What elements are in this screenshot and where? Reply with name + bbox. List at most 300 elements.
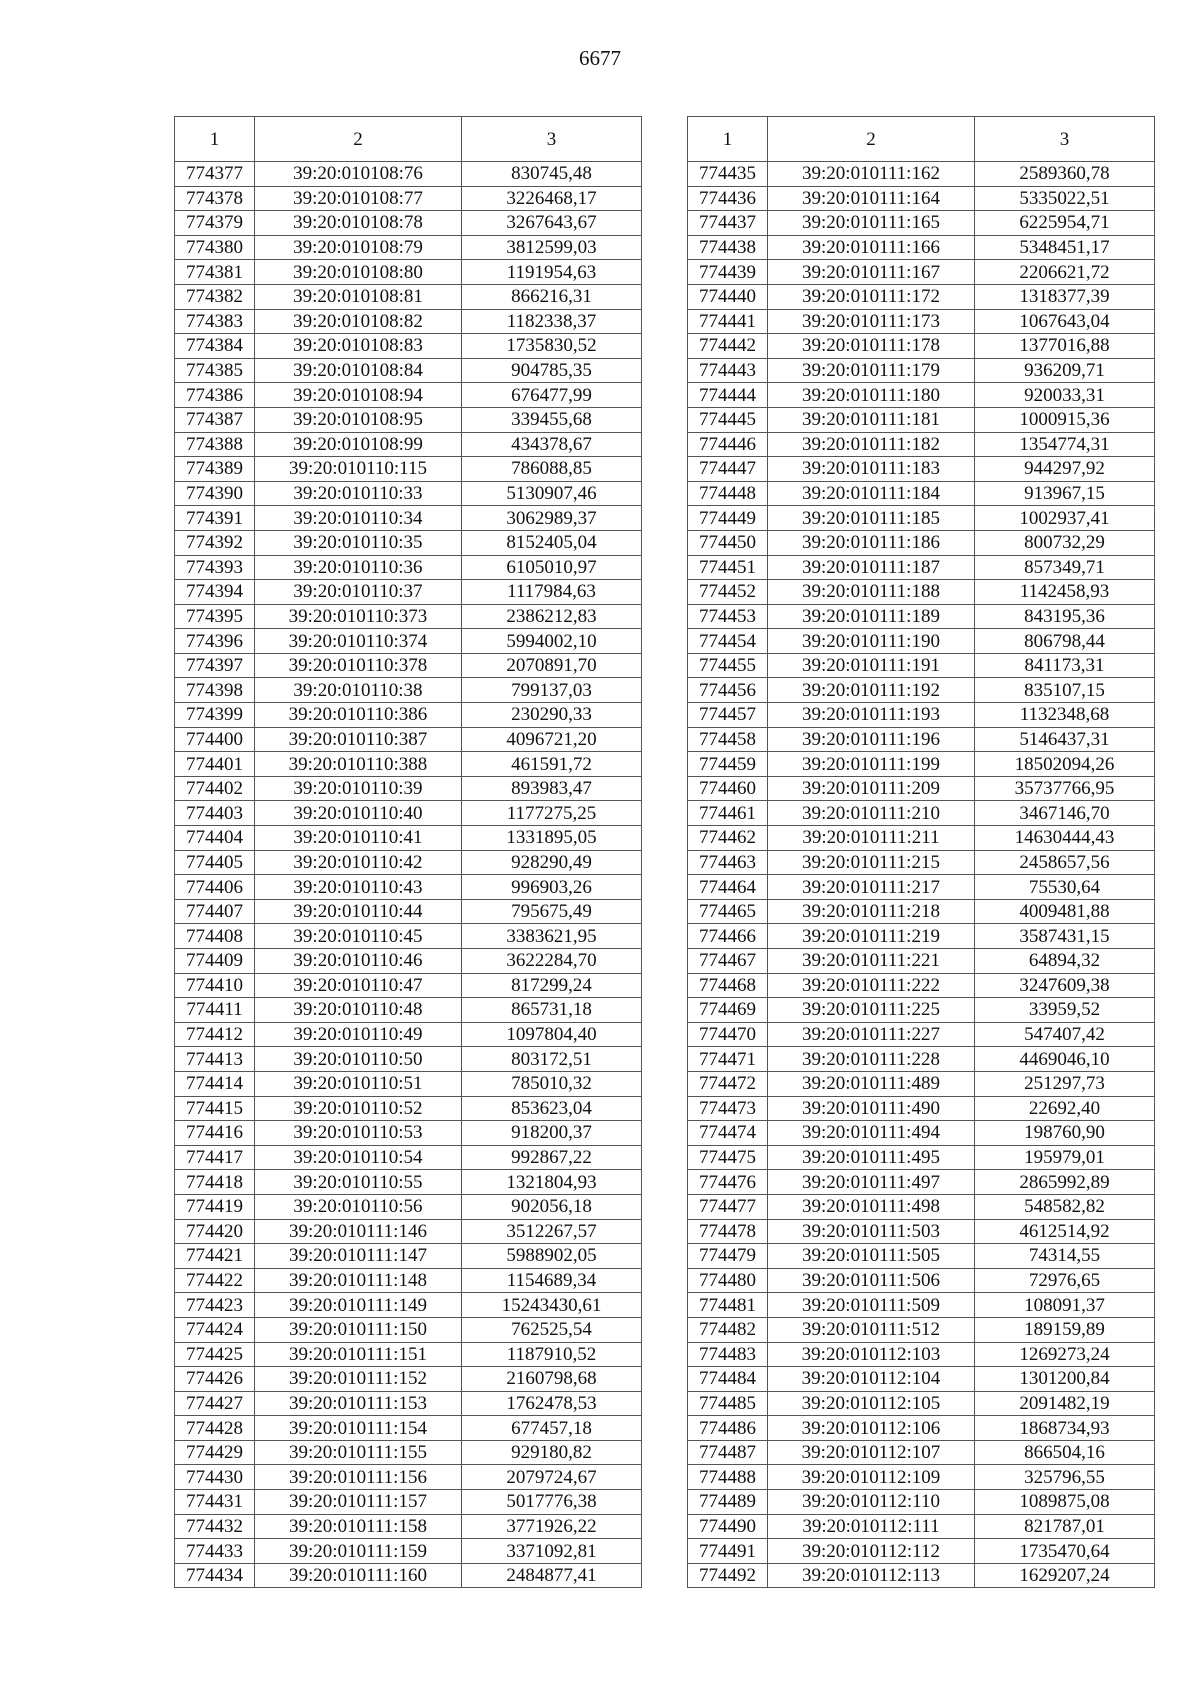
cadastral-number-cell: 39:20:010111:228 (768, 1047, 975, 1072)
row-number-cell: 774480 (688, 1268, 768, 1293)
table-row (175, 1244, 642, 1269)
cadastral-number-cell: 39:20:010111:179 (768, 358, 975, 383)
value-cell: 830745,48 (462, 162, 642, 187)
table-row (175, 334, 642, 359)
row-number-cell: 774485 (688, 1391, 768, 1416)
table-row (688, 875, 1155, 900)
row-number-cell: 774414 (175, 1071, 255, 1096)
value-cell: 3622284,70 (462, 949, 642, 974)
value-cell: 1629207,24 (975, 1563, 1155, 1588)
cadastral-number-cell: 39:20:010111:497 (768, 1170, 975, 1195)
cadastral-number-cell: 39:20:010110:373 (255, 604, 462, 629)
value-cell: 904785,35 (462, 358, 642, 383)
table-row (688, 1194, 1155, 1219)
value-cell: 6225954,71 (975, 211, 1155, 236)
row-number-cell: 774447 (688, 457, 768, 482)
register-table-right (687, 116, 1155, 1588)
table-header-row (175, 117, 642, 162)
value-cell: 803172,51 (462, 1047, 642, 1072)
row-number-cell: 774410 (175, 973, 255, 998)
table-row (688, 555, 1155, 580)
value-cell: 325796,55 (975, 1465, 1155, 1490)
column-header-3: 3 (975, 117, 1155, 162)
value-cell: 1154689,34 (462, 1268, 642, 1293)
cadastral-number-cell: 39:20:010111:209 (768, 776, 975, 801)
cadastral-number-cell: 39:20:010110:41 (255, 826, 462, 851)
cadastral-number-cell: 39:20:010111:192 (768, 678, 975, 703)
value-cell: 2484877,41 (462, 1563, 642, 1588)
cadastral-number-cell: 39:20:010108:84 (255, 358, 462, 383)
table-row (688, 1490, 1155, 1515)
table-row (688, 1096, 1155, 1121)
column-header-2: 2 (255, 117, 462, 162)
row-number-cell: 774390 (175, 481, 255, 506)
table-row (175, 1317, 642, 1342)
row-number-cell: 774454 (688, 629, 768, 654)
cadastral-number-cell: 39:20:010111:156 (255, 1465, 462, 1490)
table-row (688, 727, 1155, 752)
row-number-cell: 774488 (688, 1465, 768, 1490)
row-number-cell: 774394 (175, 580, 255, 605)
cadastral-number-cell: 39:20:010111:181 (768, 407, 975, 432)
value-cell: 4009481,88 (975, 899, 1155, 924)
table-row (175, 949, 642, 974)
cadastral-number-cell: 39:20:010111:159 (255, 1539, 462, 1564)
row-number-cell: 774420 (175, 1219, 255, 1244)
value-cell: 857349,71 (975, 555, 1155, 580)
value-cell: 2160798,68 (462, 1367, 642, 1392)
row-number-cell: 774401 (175, 752, 255, 777)
row-number-cell: 774392 (175, 530, 255, 555)
table-row (175, 1219, 642, 1244)
cadastral-number-cell: 39:20:010110:51 (255, 1071, 462, 1096)
row-number-cell: 774398 (175, 678, 255, 703)
table-row (688, 1367, 1155, 1392)
cadastral-number-cell: 39:20:010111:154 (255, 1416, 462, 1441)
value-cell: 1191954,63 (462, 260, 642, 285)
row-number-cell: 774448 (688, 481, 768, 506)
table-row (175, 1563, 642, 1588)
value-cell: 2865992,89 (975, 1170, 1155, 1195)
cadastral-number-cell: 39:20:010111:151 (255, 1342, 462, 1367)
cadastral-number-cell: 39:20:010111:147 (255, 1244, 462, 1269)
row-number-cell: 774439 (688, 260, 768, 285)
cadastral-number-cell: 39:20:010111:150 (255, 1317, 462, 1342)
row-number-cell: 774431 (175, 1490, 255, 1515)
value-cell: 785010,32 (462, 1071, 642, 1096)
table-row (688, 1145, 1155, 1170)
table-row (175, 1145, 642, 1170)
row-number-cell: 774419 (175, 1194, 255, 1219)
table-row (175, 555, 642, 580)
table-row (175, 678, 642, 703)
value-cell: 3467146,70 (975, 801, 1155, 826)
row-number-cell: 774492 (688, 1563, 768, 1588)
value-cell: 18502094,26 (975, 752, 1155, 777)
cadastral-number-cell: 39:20:010112:104 (768, 1367, 975, 1392)
table-row (175, 432, 642, 457)
row-number-cell: 774408 (175, 924, 255, 949)
value-cell: 3771926,22 (462, 1514, 642, 1539)
table-row (688, 1317, 1155, 1342)
table-row (688, 1465, 1155, 1490)
table-row (688, 1293, 1155, 1318)
table-row (688, 1244, 1155, 1269)
table-row (688, 924, 1155, 949)
table-row (688, 432, 1155, 457)
value-cell: 1377016,88 (975, 334, 1155, 359)
cadastral-number-cell: 39:20:010111:210 (768, 801, 975, 826)
cadastral-number-cell: 39:20:010110:54 (255, 1145, 462, 1170)
cadastral-number-cell: 39:20:010111:153 (255, 1391, 462, 1416)
value-cell: 1321804,93 (462, 1170, 642, 1195)
table-row (688, 284, 1155, 309)
table-row (175, 850, 642, 875)
value-cell: 1097804,40 (462, 1022, 642, 1047)
row-number-cell: 774389 (175, 457, 255, 482)
value-cell: 800732,29 (975, 530, 1155, 555)
value-cell: 1762478,53 (462, 1391, 642, 1416)
cadastral-number-cell: 39:20:010110:52 (255, 1096, 462, 1121)
row-number-cell: 774413 (175, 1047, 255, 1072)
row-number-cell: 774459 (688, 752, 768, 777)
cadastral-number-cell: 39:20:010111:162 (768, 162, 975, 187)
cadastral-number-cell: 39:20:010110:35 (255, 530, 462, 555)
row-number-cell: 774386 (175, 383, 255, 408)
cadastral-number-cell: 39:20:010110:42 (255, 850, 462, 875)
table-row (688, 801, 1155, 826)
cadastral-number-cell: 39:20:010108:94 (255, 383, 462, 408)
cadastral-number-cell: 39:20:010110:44 (255, 899, 462, 924)
table-row (688, 1391, 1155, 1416)
cadastral-number-cell: 39:20:010108:95 (255, 407, 462, 432)
row-number-cell: 774385 (175, 358, 255, 383)
cadastral-number-cell: 39:20:010111:158 (255, 1514, 462, 1539)
table-row (175, 260, 642, 285)
value-cell: 2079724,67 (462, 1465, 642, 1490)
table-row (688, 162, 1155, 187)
table-row (175, 1268, 642, 1293)
cadastral-number-cell: 39:20:010112:103 (768, 1342, 975, 1367)
row-number-cell: 774442 (688, 334, 768, 359)
value-cell: 22692,40 (975, 1096, 1155, 1121)
value-cell: 1735470,64 (975, 1539, 1155, 1564)
row-number-cell: 774415 (175, 1096, 255, 1121)
row-number-cell: 774457 (688, 703, 768, 728)
value-cell: 14630444,43 (975, 826, 1155, 851)
row-number-cell: 774443 (688, 358, 768, 383)
cadastral-number-cell: 39:20:010108:83 (255, 334, 462, 359)
row-number-cell: 774416 (175, 1121, 255, 1146)
table-row (175, 358, 642, 383)
table-row (688, 1416, 1155, 1441)
table-row (688, 334, 1155, 359)
value-cell: 799137,03 (462, 678, 642, 703)
table-row (175, 1514, 642, 1539)
value-cell: 1182338,37 (462, 309, 642, 334)
register-table-left (174, 116, 642, 1588)
row-number-cell: 774433 (175, 1539, 255, 1564)
table-row (688, 309, 1155, 334)
table-row (175, 1367, 642, 1392)
cadastral-number-cell: 39:20:010111:494 (768, 1121, 975, 1146)
row-number-cell: 774438 (688, 235, 768, 260)
table-row (175, 1293, 642, 1318)
value-cell: 786088,85 (462, 457, 642, 482)
cadastral-number-cell: 39:20:010111:505 (768, 1244, 975, 1269)
cadastral-number-cell: 39:20:010112:111 (768, 1514, 975, 1539)
value-cell: 913967,15 (975, 481, 1155, 506)
row-number-cell: 774451 (688, 555, 768, 580)
row-number-cell: 774449 (688, 506, 768, 531)
table-row (175, 1440, 642, 1465)
row-number-cell: 774380 (175, 235, 255, 260)
table-row (175, 924, 642, 949)
value-cell: 902056,18 (462, 1194, 642, 1219)
value-cell: 795675,49 (462, 899, 642, 924)
table-row (688, 1563, 1155, 1588)
table-row (175, 1416, 642, 1441)
cadastral-number-cell: 39:20:010111:221 (768, 949, 975, 974)
table-row (175, 186, 642, 211)
cadastral-number-cell: 39:20:010111:512 (768, 1317, 975, 1342)
row-number-cell: 774423 (175, 1293, 255, 1318)
row-number-cell: 774484 (688, 1367, 768, 1392)
value-cell: 677457,18 (462, 1416, 642, 1441)
value-cell: 5146437,31 (975, 727, 1155, 752)
table-row (175, 1071, 642, 1096)
value-cell: 5017776,38 (462, 1490, 642, 1515)
row-number-cell: 774421 (175, 1244, 255, 1269)
value-cell: 8152405,04 (462, 530, 642, 555)
value-cell: 1354774,31 (975, 432, 1155, 457)
cadastral-number-cell: 39:20:010111:157 (255, 1490, 462, 1515)
value-cell: 4096721,20 (462, 727, 642, 752)
cadastral-number-cell: 39:20:010111:191 (768, 653, 975, 678)
table-row (175, 973, 642, 998)
table-row (688, 678, 1155, 703)
row-number-cell: 774393 (175, 555, 255, 580)
table-row (175, 727, 642, 752)
cadastral-number-cell: 39:20:010110:115 (255, 457, 462, 482)
table-row (688, 383, 1155, 408)
row-number-cell: 774482 (688, 1317, 768, 1342)
cadastral-number-cell: 39:20:010110:43 (255, 875, 462, 900)
row-number-cell: 774377 (175, 162, 255, 187)
row-number-cell: 774427 (175, 1391, 255, 1416)
row-number-cell: 774428 (175, 1416, 255, 1441)
row-number-cell: 774435 (688, 162, 768, 187)
cadastral-number-cell: 39:20:010108:82 (255, 309, 462, 334)
value-cell: 5348451,17 (975, 235, 1155, 260)
page-number: 6677 (579, 46, 621, 70)
row-number-cell: 774400 (175, 727, 255, 752)
row-number-cell: 774384 (175, 334, 255, 359)
value-cell: 251297,73 (975, 1071, 1155, 1096)
table-row (688, 1342, 1155, 1367)
row-number-cell: 774429 (175, 1440, 255, 1465)
row-number-cell: 774483 (688, 1342, 768, 1367)
cadastral-number-cell: 39:20:010108:81 (255, 284, 462, 309)
cadastral-number-cell: 39:20:010111:503 (768, 1219, 975, 1244)
cadastral-number-cell: 39:20:010111:185 (768, 506, 975, 531)
table-row (688, 629, 1155, 654)
cadastral-number-cell: 39:20:010112:109 (768, 1465, 975, 1490)
value-cell: 1868734,93 (975, 1416, 1155, 1441)
value-cell: 929180,82 (462, 1440, 642, 1465)
cadastral-number-cell: 39:20:010111:172 (768, 284, 975, 309)
table-row (688, 407, 1155, 432)
column-header-2: 2 (768, 117, 975, 162)
table-row (175, 1047, 642, 1072)
table-row (688, 826, 1155, 851)
cadastral-number-cell: 39:20:010108:78 (255, 211, 462, 236)
cadastral-number-cell: 39:20:010110:40 (255, 801, 462, 826)
value-cell: 5994002,10 (462, 629, 642, 654)
table-row (688, 235, 1155, 260)
row-number-cell: 774489 (688, 1490, 768, 1515)
cadastral-number-cell: 39:20:010111:160 (255, 1563, 462, 1588)
value-cell: 1142458,93 (975, 580, 1155, 605)
row-number-cell: 774399 (175, 703, 255, 728)
value-cell: 1735830,52 (462, 334, 642, 359)
cadastral-number-cell: 39:20:010110:386 (255, 703, 462, 728)
table-row (175, 211, 642, 236)
table-row (688, 186, 1155, 211)
value-cell: 865731,18 (462, 998, 642, 1023)
value-cell: 4469046,10 (975, 1047, 1155, 1072)
table-row (688, 1022, 1155, 1047)
table-row (175, 1490, 642, 1515)
cadastral-number-cell: 39:20:010111:187 (768, 555, 975, 580)
value-cell: 1331895,05 (462, 826, 642, 851)
value-cell: 2589360,78 (975, 162, 1155, 187)
table-row (688, 653, 1155, 678)
row-number-cell: 774467 (688, 949, 768, 974)
cadastral-number-cell: 39:20:010111:217 (768, 875, 975, 900)
row-number-cell: 774463 (688, 850, 768, 875)
cadastral-number-cell: 39:20:010111:498 (768, 1194, 975, 1219)
table-row (688, 1047, 1155, 1072)
table-row (175, 530, 642, 555)
value-cell: 198760,90 (975, 1121, 1155, 1146)
value-cell: 1089875,08 (975, 1490, 1155, 1515)
value-cell: 3812599,03 (462, 235, 642, 260)
row-number-cell: 774470 (688, 1022, 768, 1047)
cadastral-number-cell: 39:20:010108:80 (255, 260, 462, 285)
row-number-cell: 774425 (175, 1342, 255, 1367)
cadastral-number-cell: 39:20:010112:113 (768, 1563, 975, 1588)
cadastral-number-cell: 39:20:010110:53 (255, 1121, 462, 1146)
table-row (175, 1022, 642, 1047)
row-number-cell: 774453 (688, 604, 768, 629)
value-cell: 843195,36 (975, 604, 1155, 629)
table-row (688, 506, 1155, 531)
table-row (688, 998, 1155, 1023)
cadastral-number-cell: 39:20:010110:39 (255, 776, 462, 801)
value-cell: 1002937,41 (975, 506, 1155, 531)
value-cell: 4612514,92 (975, 1219, 1155, 1244)
cadastral-number-cell: 39:20:010111:167 (768, 260, 975, 285)
table-row (688, 1170, 1155, 1195)
row-number-cell: 774478 (688, 1219, 768, 1244)
row-number-cell: 774382 (175, 284, 255, 309)
cadastral-number-cell: 39:20:010110:56 (255, 1194, 462, 1219)
value-cell: 434378,67 (462, 432, 642, 457)
cadastral-number-cell: 39:20:010111:215 (768, 850, 975, 875)
row-number-cell: 774486 (688, 1416, 768, 1441)
column-header-3: 3 (462, 117, 642, 162)
value-cell: 821787,01 (975, 1514, 1155, 1539)
cadastral-number-cell: 39:20:010111:489 (768, 1071, 975, 1096)
value-cell: 74314,55 (975, 1244, 1155, 1269)
cadastral-number-cell: 39:20:010112:106 (768, 1416, 975, 1441)
row-number-cell: 774405 (175, 850, 255, 875)
row-number-cell: 774406 (175, 875, 255, 900)
value-cell: 3267643,67 (462, 211, 642, 236)
table-row (175, 875, 642, 900)
table-row (688, 358, 1155, 383)
value-cell: 1000915,36 (975, 407, 1155, 432)
row-number-cell: 774396 (175, 629, 255, 654)
row-number-cell: 774379 (175, 211, 255, 236)
row-number-cell: 774391 (175, 506, 255, 531)
row-number-cell: 774491 (688, 1539, 768, 1564)
table-row (688, 580, 1155, 605)
cadastral-number-cell: 39:20:010111:225 (768, 998, 975, 1023)
table-row (175, 801, 642, 826)
cadastral-number-cell: 39:20:010111:211 (768, 826, 975, 851)
value-cell: 75530,64 (975, 875, 1155, 900)
table-row (688, 949, 1155, 974)
cadastral-number-cell: 39:20:010110:374 (255, 629, 462, 654)
value-cell: 1187910,52 (462, 1342, 642, 1367)
row-number-cell: 774468 (688, 973, 768, 998)
table-row (688, 1268, 1155, 1293)
row-number-cell: 774407 (175, 899, 255, 924)
table-row (175, 1342, 642, 1367)
row-number-cell: 774422 (175, 1268, 255, 1293)
row-number-cell: 774444 (688, 383, 768, 408)
cadastral-number-cell: 39:20:010110:387 (255, 727, 462, 752)
table-row (688, 530, 1155, 555)
row-number-cell: 774445 (688, 407, 768, 432)
row-number-cell: 774395 (175, 604, 255, 629)
row-number-cell: 774411 (175, 998, 255, 1023)
value-cell: 936209,71 (975, 358, 1155, 383)
cadastral-number-cell: 39:20:010110:388 (255, 752, 462, 777)
cadastral-number-cell: 39:20:010111:196 (768, 727, 975, 752)
table-row (175, 826, 642, 851)
row-number-cell: 774440 (688, 284, 768, 309)
cadastral-number-cell: 39:20:010111:495 (768, 1145, 975, 1170)
cadastral-number-cell: 39:20:010110:50 (255, 1047, 462, 1072)
row-number-cell: 774417 (175, 1145, 255, 1170)
table-row (688, 1121, 1155, 1146)
table-row (175, 457, 642, 482)
row-number-cell: 774465 (688, 899, 768, 924)
row-number-cell: 774481 (688, 1293, 768, 1318)
row-number-cell: 774477 (688, 1194, 768, 1219)
value-cell: 992867,22 (462, 1145, 642, 1170)
cadastral-number-cell: 39:20:010111:166 (768, 235, 975, 260)
row-number-cell: 774479 (688, 1244, 768, 1269)
row-number-cell: 774397 (175, 653, 255, 678)
cadastral-number-cell: 39:20:010112:112 (768, 1539, 975, 1564)
table-row (175, 629, 642, 654)
value-cell: 2091482,19 (975, 1391, 1155, 1416)
cadastral-number-cell: 39:20:010111:186 (768, 530, 975, 555)
